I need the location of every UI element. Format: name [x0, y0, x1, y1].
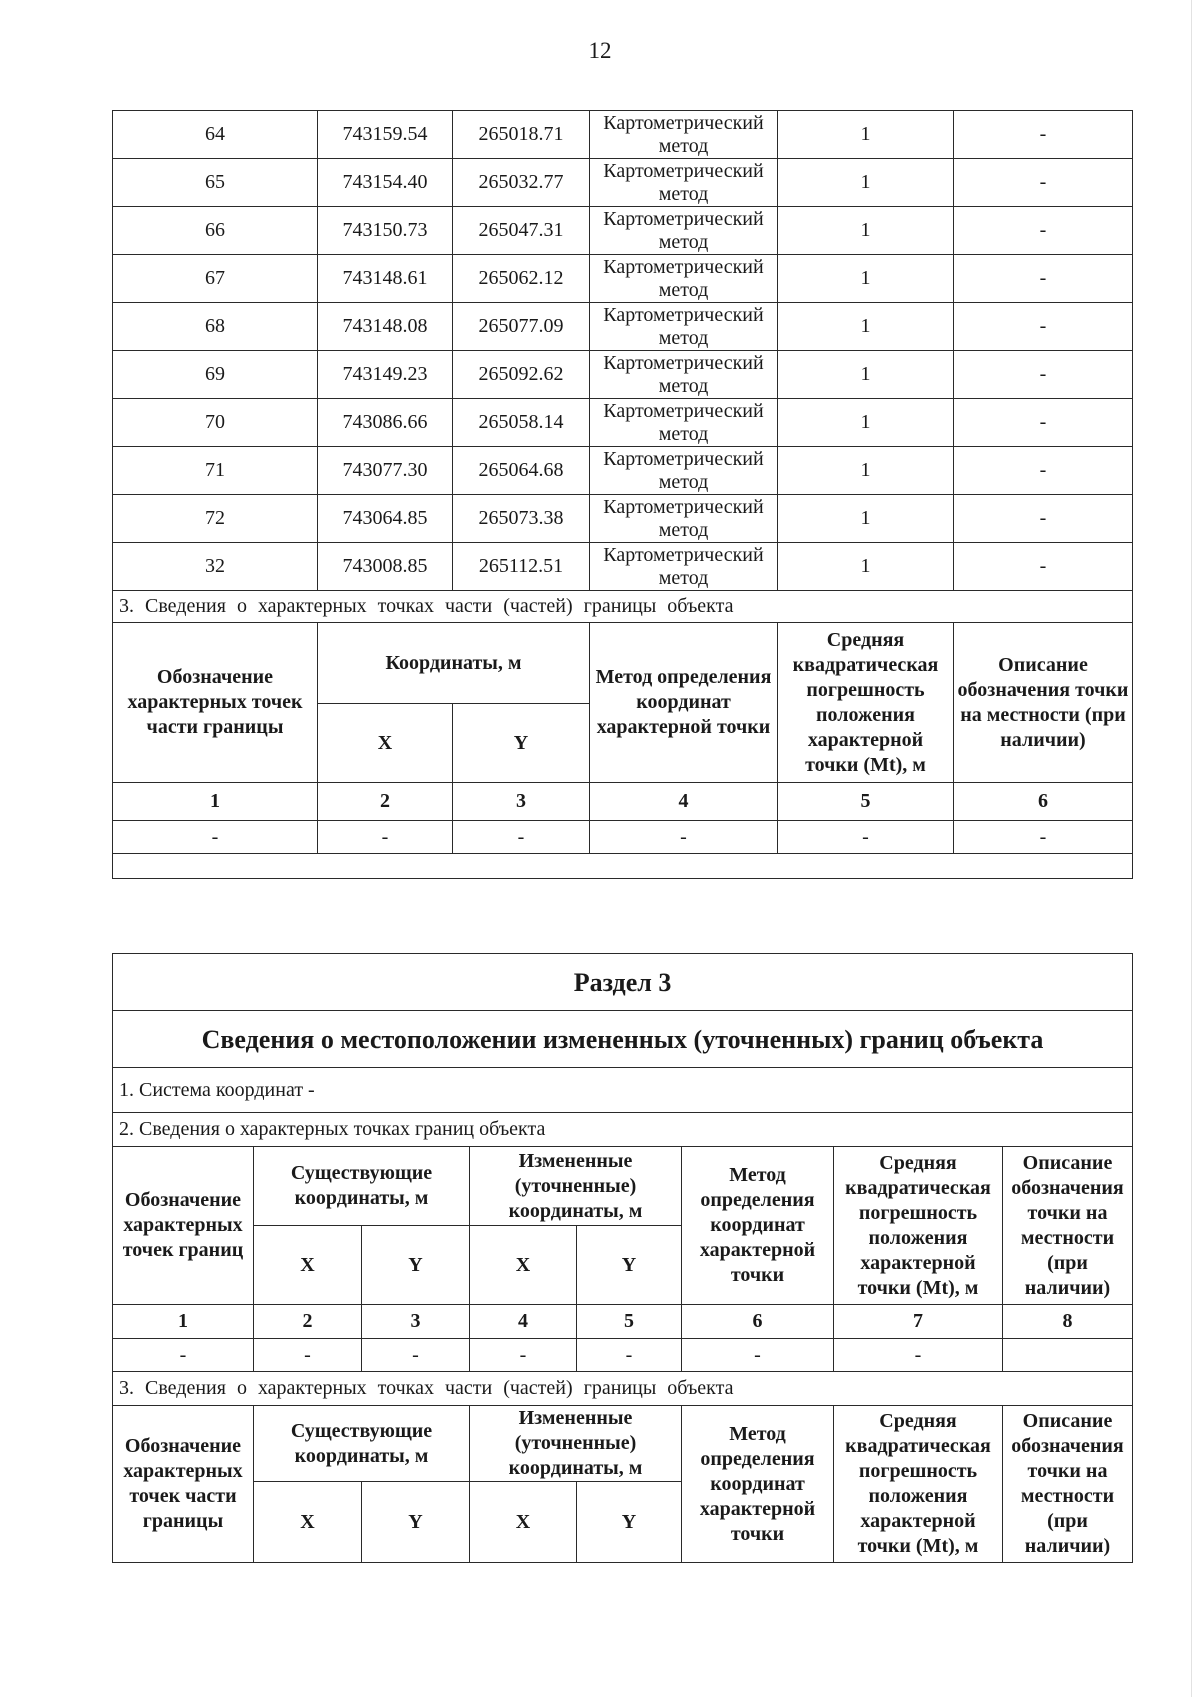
- section2-part3-title: 3. Сведения о характерных точках части (частей) границы объекта: [113, 591, 1133, 623]
- point-y: 265018.71: [453, 111, 590, 159]
- point-mt: 1: [778, 399, 954, 447]
- header-x: X: [254, 1226, 362, 1305]
- section3-part3-title: 3. Сведения о характерных точках части (частей) границы объекта: [113, 1372, 1133, 1406]
- points-table-body: [113, 111, 1133, 591]
- header-desc: Описание обозначения точки на местности (при наличии): [1003, 1406, 1133, 1563]
- header-changed-coords: Измененные (уточненные) координаты, м: [470, 1147, 682, 1226]
- point-method: Картометрический метод: [590, 495, 778, 543]
- point-number: 68: [113, 303, 318, 351]
- column-number: 4: [470, 1305, 577, 1339]
- point-y: 265073.38: [453, 495, 590, 543]
- point-desc: -: [954, 207, 1133, 255]
- table-row: [113, 447, 1133, 495]
- point-method: Картометрический метод: [590, 111, 778, 159]
- point-mt: 1: [778, 111, 954, 159]
- section3-title: Раздел 3: [113, 954, 1133, 1011]
- header-desc: Описание обозначения точки на местности (при наличии): [1003, 1147, 1133, 1305]
- header-changed-coords: Измененные (уточненные) координаты, м: [470, 1406, 682, 1482]
- point-mt: 1: [778, 255, 954, 303]
- column-number: 2: [254, 1305, 362, 1339]
- column-number: 3: [453, 783, 590, 821]
- point-x: 743149.23: [318, 351, 453, 399]
- header-x: X: [470, 1226, 577, 1305]
- table-row: [113, 159, 1133, 207]
- point-x: 743154.40: [318, 159, 453, 207]
- point-x: 743150.73: [318, 207, 453, 255]
- table-cell: -: [954, 821, 1133, 854]
- header-designation: Обозначение характерных точек части границы: [113, 623, 318, 783]
- column-number: 3: [362, 1305, 470, 1339]
- point-desc: -: [954, 111, 1133, 159]
- header-coords: Координаты, м: [318, 623, 590, 704]
- header-method: Метод определения координат характерной точки: [682, 1147, 834, 1305]
- point-method: Картометрический метод: [590, 447, 778, 495]
- point-method: Картометрический метод: [590, 303, 778, 351]
- header-y: Y: [362, 1226, 470, 1305]
- header-x: X: [470, 1482, 577, 1563]
- point-y: 265047.31: [453, 207, 590, 255]
- header-existing-coords: Существующие координаты, м: [254, 1406, 470, 1482]
- point-number: 70: [113, 399, 318, 447]
- point-desc: -: [954, 255, 1133, 303]
- point-mt: 1: [778, 447, 954, 495]
- point-mt: 1: [778, 207, 954, 255]
- column-number: 5: [577, 1305, 682, 1339]
- header-designation: Обозначение характерных точек границ: [113, 1147, 254, 1305]
- point-method: Картометрический метод: [590, 543, 778, 591]
- table-cell: [1003, 1339, 1133, 1372]
- table-row: [113, 495, 1133, 543]
- point-x: 743148.61: [318, 255, 453, 303]
- point-x: 743077.30: [318, 447, 453, 495]
- table-row: [113, 303, 1133, 351]
- table-cell: -: [590, 821, 778, 854]
- point-method: Картометрический метод: [590, 351, 778, 399]
- section3-part2-title: 2. Сведения о характерных точках границ объекта: [113, 1113, 1133, 1147]
- column-number: 6: [954, 783, 1133, 821]
- header-desc: Описание обозначения точки на местности (при наличии): [954, 623, 1133, 783]
- point-y: 265092.62: [453, 351, 590, 399]
- point-y: 265062.12: [453, 255, 590, 303]
- header-mt: Средняя квадратическая погрешность положения характерной точки (Mt), м: [834, 1406, 1003, 1563]
- header-mt: Средняя квадратическая погрешность положения характерной точки (Mt), м: [778, 623, 954, 783]
- blank-cell: [113, 854, 1133, 879]
- column-number: 6: [682, 1305, 834, 1339]
- column-number: 5: [778, 783, 954, 821]
- point-number: 66: [113, 207, 318, 255]
- point-desc: -: [954, 543, 1133, 591]
- header-mt: Средняя квадратическая погрешность положения характерной точки (Mt), м: [834, 1147, 1003, 1305]
- blank-row: [113, 854, 1133, 879]
- point-desc: -: [954, 495, 1133, 543]
- table-row: [113, 255, 1133, 303]
- point-x: 743008.85: [318, 543, 453, 591]
- point-x: 743148.08: [318, 303, 453, 351]
- page-edge: [1191, 0, 1192, 1697]
- point-desc: -: [954, 159, 1133, 207]
- table-cell: -: [318, 821, 453, 854]
- point-desc: -: [954, 447, 1133, 495]
- point-y: 265032.77: [453, 159, 590, 207]
- point-y: 265058.14: [453, 399, 590, 447]
- section3-table: [112, 953, 1133, 1563]
- header-method: Метод определения координат характерной точки: [590, 623, 778, 783]
- table-row: [113, 543, 1133, 591]
- table-cell: -: [834, 1339, 1003, 1372]
- empty-data-row: [113, 821, 1133, 854]
- column-number: 1: [113, 783, 318, 821]
- point-mt: 1: [778, 495, 954, 543]
- column-numbers-row: [113, 783, 1133, 821]
- table-cell: -: [470, 1339, 577, 1372]
- table-row: [113, 351, 1133, 399]
- table-cell: -: [362, 1339, 470, 1372]
- point-mt: 1: [778, 303, 954, 351]
- point-number: 65: [113, 159, 318, 207]
- point-mt: 1: [778, 351, 954, 399]
- point-x: 743086.66: [318, 399, 453, 447]
- table-cell: -: [778, 821, 954, 854]
- point-method: Картометрический метод: [590, 399, 778, 447]
- point-number: 72: [113, 495, 318, 543]
- point-x: 743159.54: [318, 111, 453, 159]
- column-numbers-row: [113, 1305, 1133, 1339]
- column-number: 8: [1003, 1305, 1133, 1339]
- point-y: 265064.68: [453, 447, 590, 495]
- point-mt: 1: [778, 159, 954, 207]
- point-number: 64: [113, 111, 318, 159]
- column-number: 1: [113, 1305, 254, 1339]
- column-number: 4: [590, 783, 778, 821]
- header-designation: Обозначение характерных точек части границы: [113, 1406, 254, 1563]
- point-number: 69: [113, 351, 318, 399]
- coordinate-system: 1. Система координат -: [113, 1068, 1133, 1113]
- point-x: 743064.85: [318, 495, 453, 543]
- header-y: Y: [453, 704, 590, 783]
- header-y: Y: [577, 1226, 682, 1305]
- point-desc: -: [954, 399, 1133, 447]
- table-cell: -: [254, 1339, 362, 1372]
- point-mt: 1: [778, 543, 954, 591]
- section2-points-table: [112, 110, 1133, 879]
- point-number: 32: [113, 543, 318, 591]
- point-number: 67: [113, 255, 318, 303]
- table-row: [113, 399, 1133, 447]
- point-y: 265112.51: [453, 543, 590, 591]
- table-cell: -: [577, 1339, 682, 1372]
- column-number: 7: [834, 1305, 1003, 1339]
- point-desc: -: [954, 303, 1133, 351]
- header-y: Y: [362, 1482, 470, 1563]
- table-row: [113, 111, 1133, 159]
- table-cell: -: [113, 821, 318, 854]
- point-method: Картометрический метод: [590, 207, 778, 255]
- point-number: 71: [113, 447, 318, 495]
- table-cell: -: [113, 1339, 254, 1372]
- header-y: Y: [577, 1482, 682, 1563]
- empty-data-row: [113, 1339, 1133, 1372]
- column-number: 2: [318, 783, 453, 821]
- point-method: Картометрический метод: [590, 159, 778, 207]
- point-method: Картометрический метод: [590, 255, 778, 303]
- header-x: X: [254, 1482, 362, 1563]
- page-number: 12: [588, 38, 612, 63]
- header-method: Метод определения координат характерной точки: [682, 1406, 834, 1563]
- header-x: X: [318, 704, 453, 783]
- point-desc: -: [954, 351, 1133, 399]
- table-cell: -: [453, 821, 590, 854]
- table-row: [113, 207, 1133, 255]
- table-cell: -: [682, 1339, 834, 1372]
- header-existing-coords: Существующие координаты, м: [254, 1147, 470, 1226]
- section3-subtitle: Сведения о местоположении измененных (уточненных) границ объекта: [113, 1011, 1133, 1068]
- point-y: 265077.09: [453, 303, 590, 351]
